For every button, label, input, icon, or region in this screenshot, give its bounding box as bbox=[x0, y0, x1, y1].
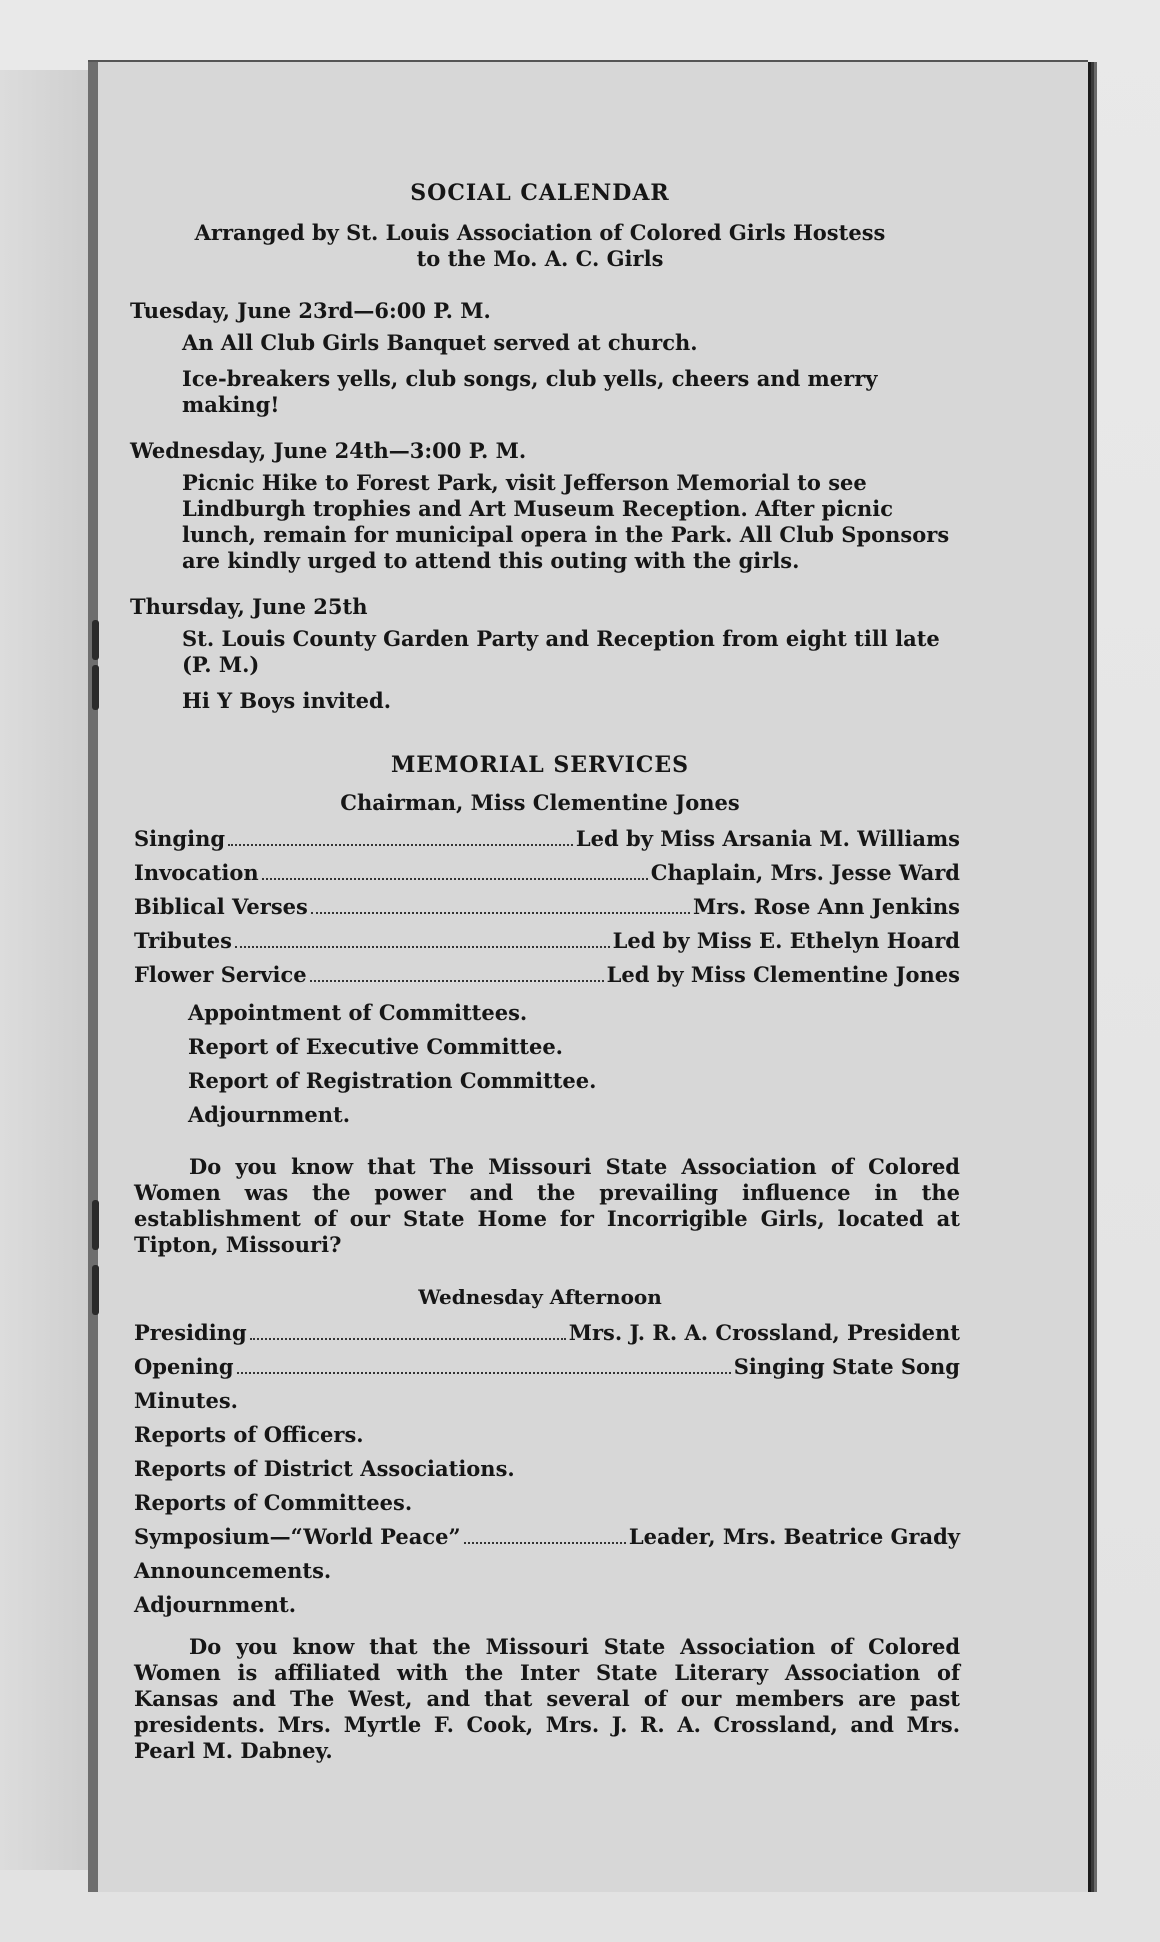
list-item: Reports of District Associations. bbox=[134, 1456, 515, 1481]
previous-page-edge bbox=[0, 70, 88, 1870]
social-calendar-title: SOCIAL CALENDAR bbox=[410, 180, 670, 206]
leader-dots bbox=[310, 980, 604, 982]
wednesday-note: Do you know that the Missouri State Association of Colored Women is affiliated with the Inter State Literary Association of Kansas and The West, and that several of our members are past presidents. Mrs. Myrtle F. Cook, Mrs. J. R. A. Crossland, and Mrs. Pearl M. Dabney. bbox=[134, 1634, 960, 1763]
program-label: Opening bbox=[134, 1354, 234, 1379]
subtitle-line: to the Mo. A. C. Girls bbox=[416, 246, 664, 271]
memorial-chairman: Chairman, Miss Clementine Jones bbox=[340, 790, 740, 815]
program-label: Tributes bbox=[134, 928, 232, 953]
program-row bbox=[134, 962, 960, 988]
event-line: Hi Y Boys invited. bbox=[182, 688, 392, 713]
memorial-items bbox=[120, 1000, 960, 1128]
staple-top-lower bbox=[92, 665, 99, 710]
list-item: Report of Executive Committee. bbox=[188, 1034, 563, 1059]
event-line: Ice-breakers yells, club songs, club yells, cheers and merry making! bbox=[182, 366, 878, 417]
staple-bottom-lower bbox=[92, 1265, 99, 1315]
program-row bbox=[134, 1354, 960, 1380]
program-value: Led by Miss Clementine Jones bbox=[606, 962, 960, 987]
list-item: Reports of Officers. bbox=[134, 1422, 364, 1447]
list-item: Adjournment. bbox=[134, 1592, 297, 1617]
program-row bbox=[134, 894, 960, 920]
program-row bbox=[134, 860, 960, 886]
program-value: Led by Miss Arsania M. Williams bbox=[575, 826, 960, 851]
wednesday-items-b bbox=[120, 1558, 960, 1618]
event-line: Picnic Hike to Forest Park, visit Jefferson Memorial to see Lindburgh trophies and Art Museum Reception. After picnic lunch, remain for municipal opera in the Park. All Club Sponsors are kindly urged to attend this outing with the girls. bbox=[182, 470, 950, 573]
program-label: Singing bbox=[134, 826, 226, 851]
leader-dots bbox=[237, 1372, 731, 1374]
program-label: Presiding bbox=[134, 1320, 247, 1345]
wednesday-program bbox=[120, 1320, 960, 1380]
program-value: Mrs. Rose Ann Jenkins bbox=[692, 894, 960, 919]
program-value: Led by Miss E. Ethelyn Hoard bbox=[612, 928, 960, 953]
symposium-row bbox=[134, 1524, 960, 1550]
program-value: Chaplain, Mrs. Jesse Ward bbox=[650, 860, 960, 885]
page-content bbox=[120, 120, 960, 1764]
leader-dots bbox=[235, 946, 610, 948]
list-item: Minutes. bbox=[134, 1388, 238, 1413]
memorial-services-title: MEMORIAL SERVICES bbox=[390, 752, 690, 778]
program-value: Leader, Mrs. Beatrice Grady bbox=[628, 1524, 960, 1549]
list-item: Announcements. bbox=[134, 1558, 332, 1583]
leader-dots bbox=[228, 844, 573, 846]
leader-dots bbox=[311, 912, 690, 914]
staple-bottom bbox=[92, 1200, 99, 1250]
program-row bbox=[134, 928, 960, 954]
list-item: Reports of Committees. bbox=[134, 1490, 413, 1515]
program-label: Flower Service bbox=[134, 962, 307, 987]
program-value: Singing State Song bbox=[733, 1354, 960, 1379]
subtitle-line: Arranged by St. Louis Association of Colored Girls Hostess bbox=[194, 220, 886, 245]
page-spine bbox=[88, 62, 98, 1892]
list-item: Report of Registration Committee. bbox=[188, 1068, 597, 1093]
wednesday-items-a bbox=[120, 1388, 960, 1516]
wednesday-afternoon-title: Wednesday Afternoon bbox=[418, 1285, 662, 1309]
event-thursday bbox=[120, 594, 960, 714]
event-line: An All Club Girls Banquet served at church. bbox=[182, 330, 698, 355]
program-value: Mrs. J. R. A. Crossland, President bbox=[568, 1320, 960, 1345]
social-calendar-subtitle bbox=[120, 220, 960, 272]
leader-dots bbox=[464, 1542, 626, 1544]
memorial-program bbox=[120, 826, 960, 988]
leader-dots bbox=[250, 1338, 566, 1340]
program-row bbox=[134, 826, 960, 852]
program-row bbox=[134, 1320, 960, 1346]
event-line: St. Louis County Garden Party and Reception from eight till late (P. M.) bbox=[182, 626, 940, 677]
memorial-note: Do you know that The Missouri State Association of Colored Women was the power and the prevailing influence in the establishment of our State Home for Incorrigible Girls, located at Tipton, Missouri? bbox=[134, 1154, 960, 1257]
event-heading: Tuesday, June 23rd—6:00 P. M. bbox=[130, 298, 491, 323]
leader-dots bbox=[262, 878, 648, 880]
program-label: Symposium—“World Peace” bbox=[134, 1524, 461, 1549]
list-item: Adjournment. bbox=[188, 1102, 351, 1127]
event-heading: Thursday, June 25th bbox=[130, 594, 368, 619]
list-item: Appointment of Committees. bbox=[188, 1000, 528, 1025]
event-wednesday bbox=[120, 438, 960, 574]
program-label: Biblical Verses bbox=[134, 894, 308, 919]
program-label: Invocation bbox=[134, 860, 259, 885]
staple-top bbox=[92, 620, 99, 660]
event-tuesday bbox=[120, 298, 960, 418]
event-heading: Wednesday, June 24th—3:00 P. M. bbox=[130, 438, 527, 463]
